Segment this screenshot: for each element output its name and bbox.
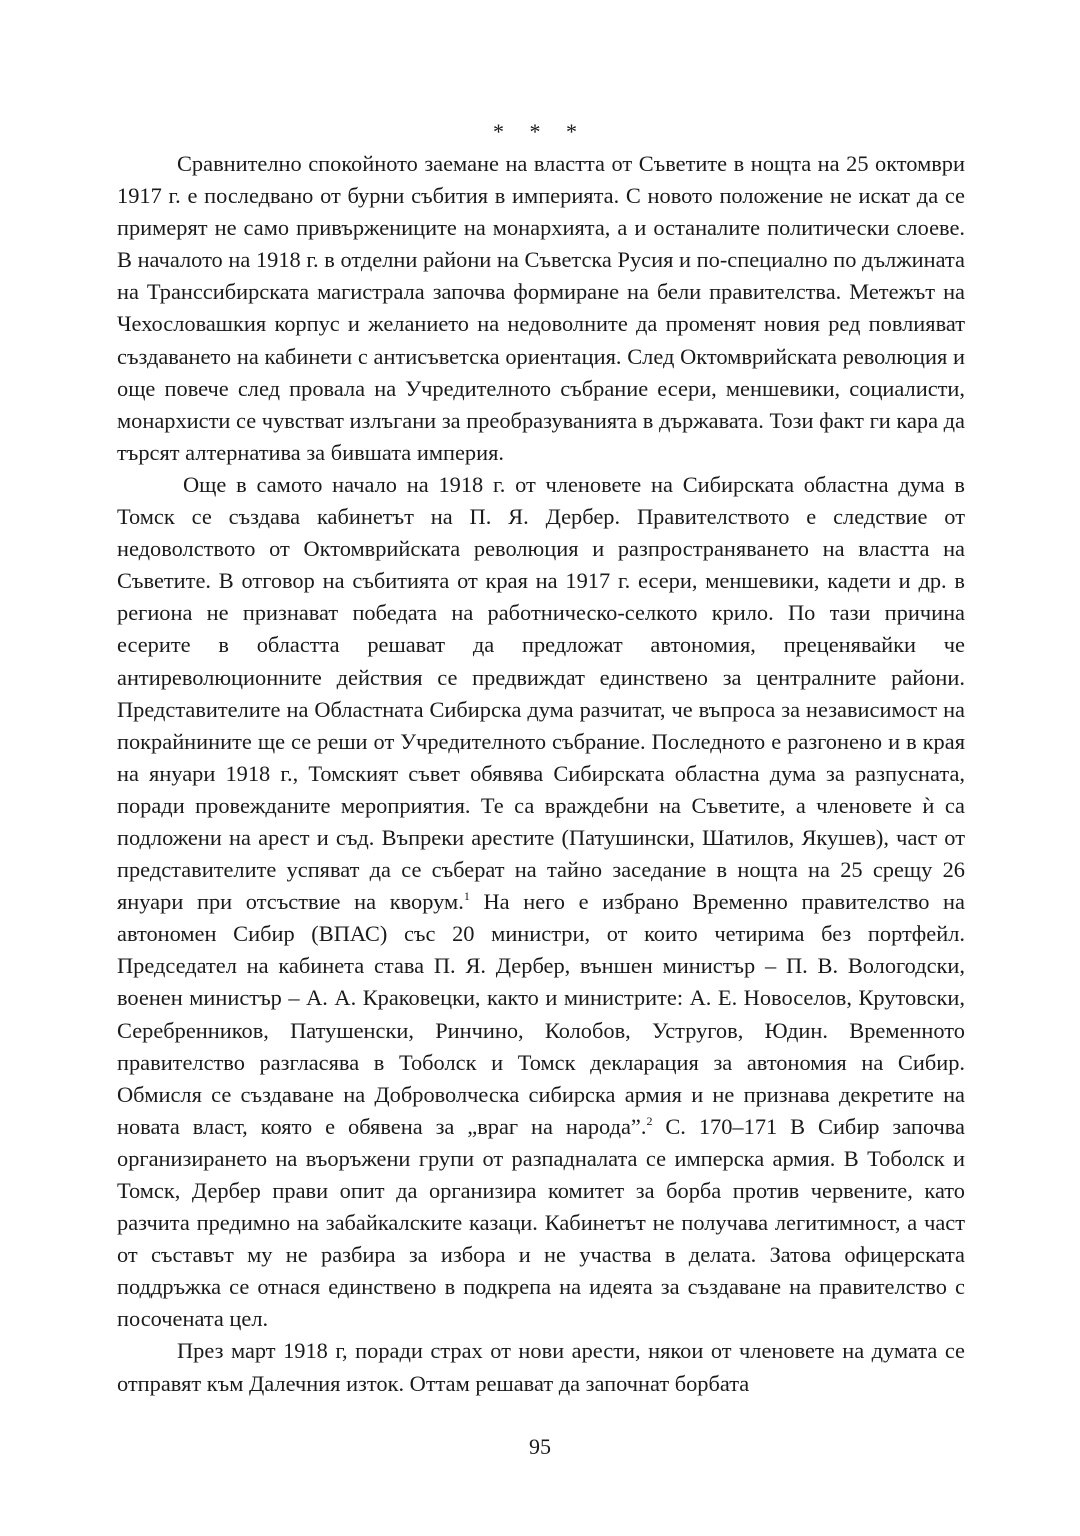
paragraph-1: Сравнително спокойното заемане на властта от Съветите в нощта на 25 октомври 1917 г. е последвано от бурни събития в империята. С новото положение не искат да се примерят не само привържениците на монархията, а и останалите политически слоеве. В началото на 1918 г. в отделни райони на Съветска Русия и по-специално по дължината на Транссибирската магистрала започва формиране на бели правителства. Метежът на Чехословашкия корпус и желанието на недоволните да променят новия ред повлияват създаването на кабинети с антисъветска ориентация. След Октомврийската революция и още повече след провала на Учредителното събрание есери, меншевики, социалисти, монархисти се чувстват излъгани за преобразуванията в държавата. Този факт ги кара да търсят алтернатива за бившата империя. (117, 151, 965, 465)
paragraph-2 (117, 469, 965, 1336)
paragraph-2-text-part-2: На него е избрано Временно правителство на автономен Сибир (ВПАС) със 20 министри, от които четирима без портфейл. Председател на кабинета става П. Я. Дербер, външен министър – П. В. Вологодски, военен министър – А. А. Краковецки, както и министрите: А. Е. Новоселов, Крутовски, Серебренников, Патушенски, Ринчино, Колобов, Устругов, Юдин. Временното правителство разгласява в Тоболск и Томск декларация за автономия на Сибир. Обмисля се създаване на Доброволческа сибирска армия и не признава декретите на новата власт, която е обявена за „враг на народа”. (117, 889, 965, 1139)
page-number: 95 (529, 1434, 551, 1459)
paragraph-2-text-part-1: Още в самото начало на 1918 г. от членовете на Сибирската областна дума в Томск се създава кабинетът на П. Я. Дербер. Правителството е следствие от недоволството от Октомврийската революция и разпространяването на властта на Съветите. В отговор на събитията от края на 1917 г. есери, меншевики, кадети и др. в региона не признават победата на работническо-селкото крило. По тази причина есерите в областта решават да предложат автономия, преценявайки че антиреволюционните действия се предвиждат единствено за централните райони. Представителите на Областната Сибирска дума разчитат, че въпроса за независимост на покрайнините ще се реши от Учредителното събрание. Последното е разгонено и в края на януари 1918 г., Томският съвет обявява Сибирската областна дума за разпусната, поради провежданите мероприятия. Те са враждебни на Съветите, а членовете ѝ са подложени на арест и съд. Въпреки арестите (Патушински, Шатилов, Якушев), част от представителите успяват да се съберат на тайно заседание в нощта на 25 срещу 26 януари при отсъствие на кворум. (117, 471, 965, 915)
footnote-marker-2[interactable]: 2 (646, 1113, 653, 1128)
footnote-marker-1[interactable]: 1 (463, 889, 470, 904)
body-text (117, 148, 965, 1400)
section-separator: * * * (493, 119, 587, 144)
paragraph-3: През март 1918 г, поради страх от нови арести, някои от членовете на думата се отправят към Далечния изток. Оттам решават да започнат борбата (117, 1338, 965, 1396)
paragraph-2-text-part-3: С. 170–171 В Сибир започва организирането на въоръжени групи от разпадналата се имперска армия. В Тоболск и Томск, Дербер прави опит да организира комитет за борба против червените, като разчита предимно на забайкалските казаци. Кабинетът не получава легитимност, а част от съставът му не разбира за избора и не участва в делата. Затова офицерската поддръжка се отнася единствено в подкрепа на идеята за създаване на правителство с посочената цел. (117, 1113, 965, 1332)
